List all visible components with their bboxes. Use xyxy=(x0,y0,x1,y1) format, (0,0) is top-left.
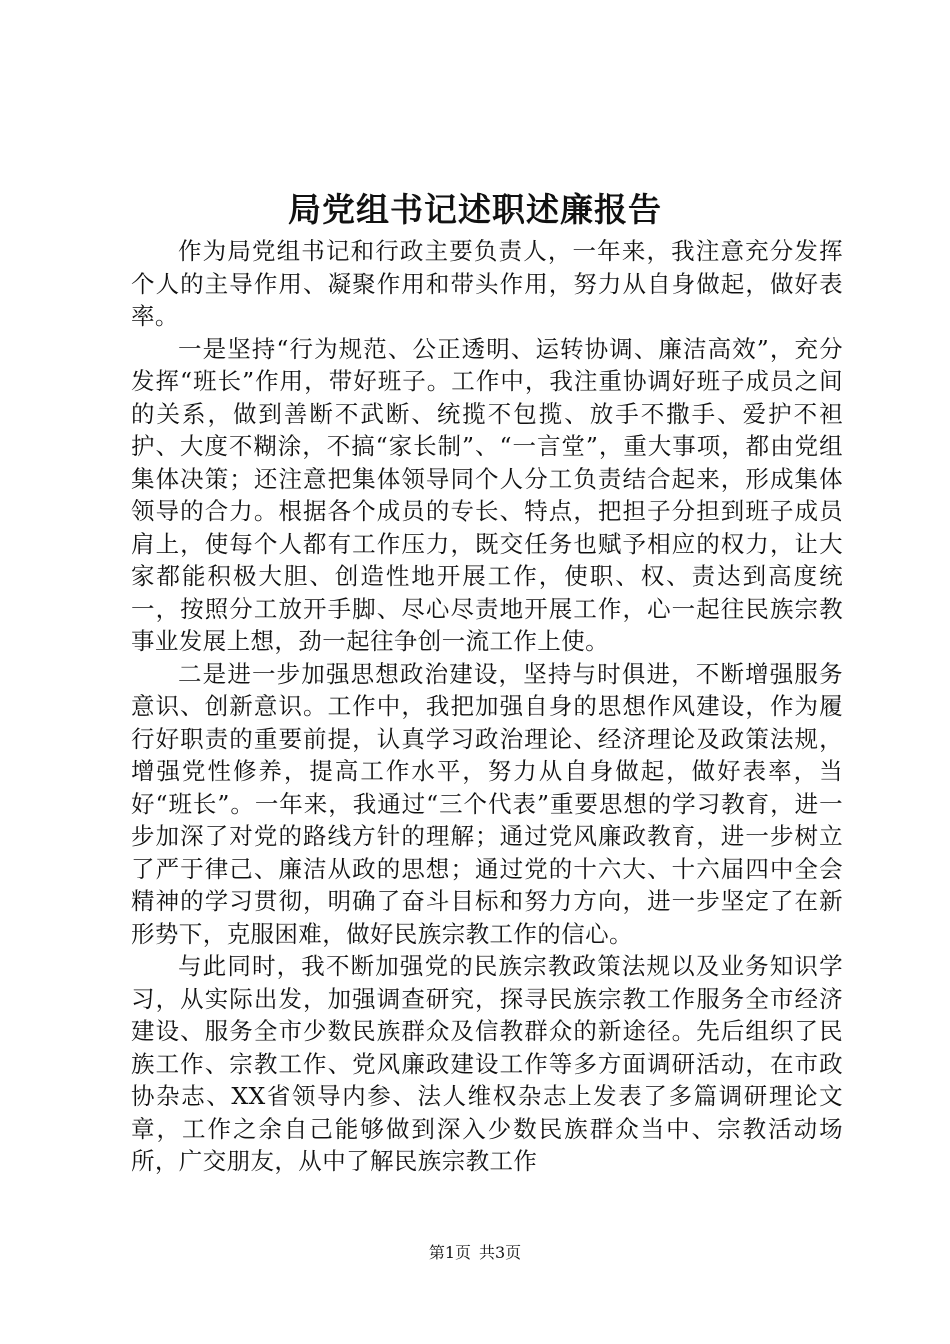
paragraph: 一是坚持“行为规范、公正透明、运转协调、廉洁高效”，充分发挥“班长”作用，带好班子。工作中，我注重协调好班子成员之间的关系，做到善断不武断、统揽不包揽、放手不撒手、爱护不袒护、大度不糊涂，不搞“家长制”、“一言堂”，重大事项，都由党组集体决策；还注意把集体领导同个人分工负责结合起来，形成集体领导的合力。根据各个成员的专长、特点，把担子分担到班子成员肩上，使每个人都有工作压力，既交任务也赋予相应的权力，让大家都能积极大胆、创造性地开展工作，使职、权、责达到高度统一，按照分工放开手脚、尽心尽责地开展工作，心一起往民族宗教事业发展上想，劲一起往争创一流工作上使。 xyxy=(131,334,843,655)
page-footer xyxy=(0,1243,950,1263)
paragraph: 二是进一步加强思想政治建设，坚持与时俱进，不断增强服务意识、创新意识。工作中，我把加强自身的思想作风建设，作为履行好职责的重要前提，认真学习政治理论、经济理论及政策法规，增强党性修养，提高工作水平，努力从自身做起，做好表率，当好“班长”。一年来，我通过“三个代表”重要思想的学习教育，进一步加深了对党的路线方针的理解；通过党风廉政教育，进一步树立了严于律己、廉洁从政的思想；通过党的十六大、十六届四中全会精神的学习贯彻，明确了奋斗目标和努力方向，进一步坚定了在新形势下，克服困难，做好民族宗教工作的信心。 xyxy=(131,659,843,948)
page-number: 第1页 xyxy=(428,1243,471,1262)
paragraph: 作为局党组书记和行政主要负责人，一年来，我注意充分发挥个人的主导作用、凝聚作用和带头作用，努力从自身做起，做好表率。 xyxy=(131,237,843,330)
paragraph: 与此同时，我不断加强党的民族宗教政策法规以及业务知识学习，从实际出发，加强调查研究，探寻民族宗教工作服务全市经济建设、服务全市少数民族群众及信教群众的新途径。先后组织了民族工作、宗教工作、党风廉政建设工作等多方面调研活动，在市政协杂志、XX省领导内参、法人维权杂志上发表了多篇调研理论文章，工作之余自己能够做到深入少数民族群众当中、宗教活动场所，广交朋友，从中了解民族宗教工作 xyxy=(131,952,843,1175)
document-body xyxy=(131,235,843,1178)
page-total: 共3页 xyxy=(479,1243,522,1262)
document-title: 局党组书记述职述廉报告 xyxy=(288,190,662,229)
